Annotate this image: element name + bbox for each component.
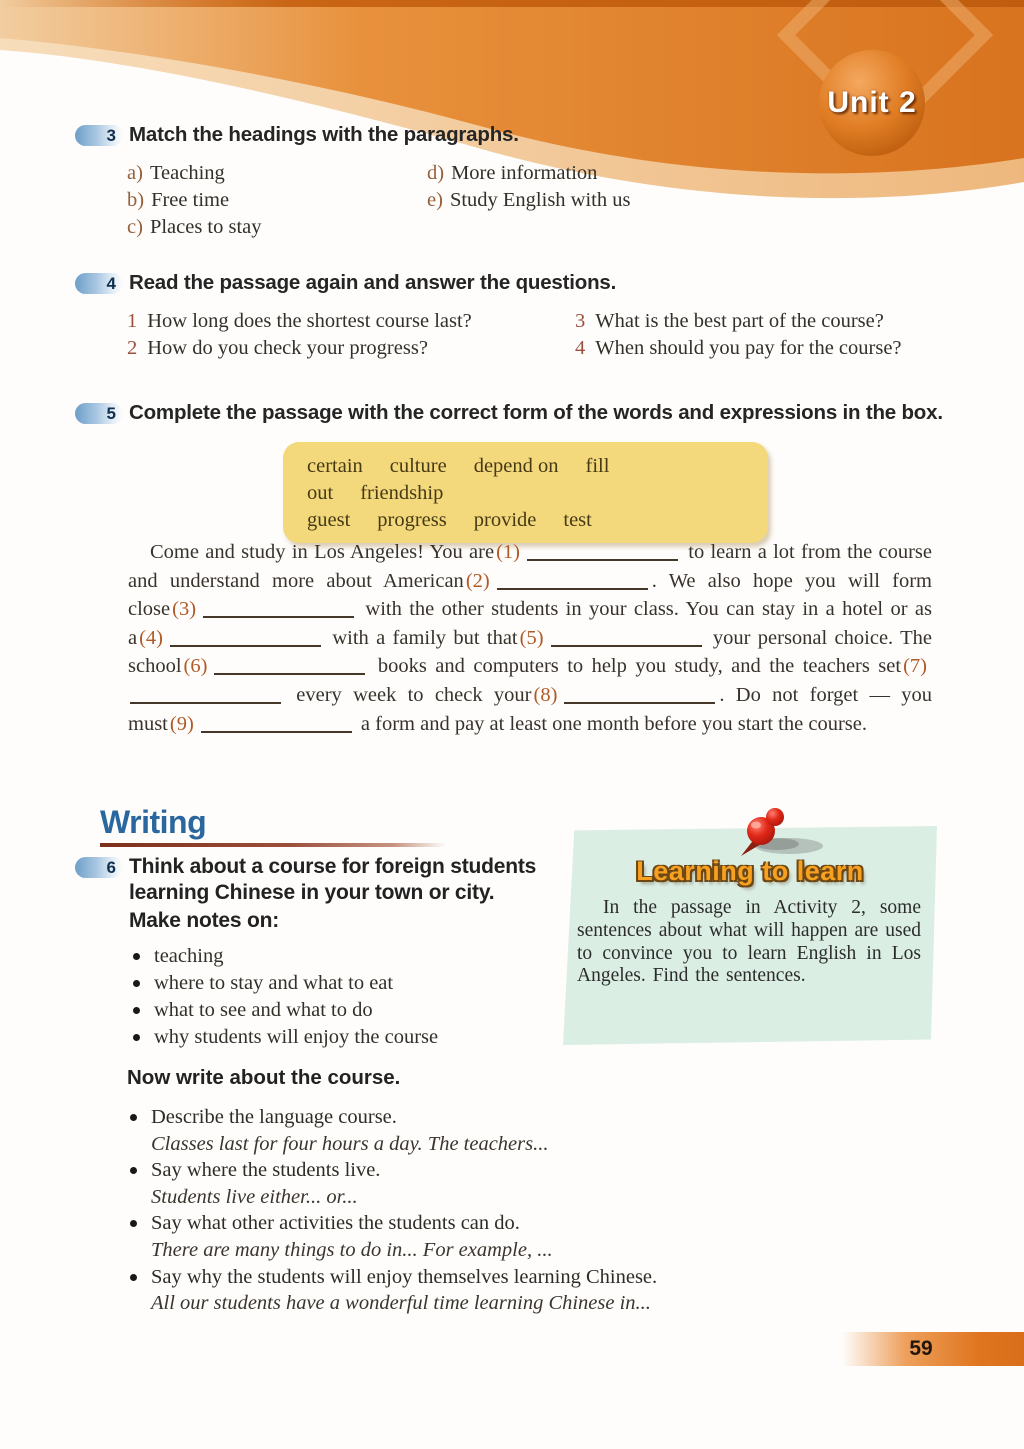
blank-number: (5) (519, 626, 544, 649)
blank-number: (3) (172, 598, 197, 621)
word-box (283, 442, 768, 543)
write-point-example: All our students have a wonderful time learning Chinese in... (151, 1292, 651, 1315)
word-box-row (307, 453, 768, 507)
option-text: Study English with us (449, 189, 631, 211)
option-letter: b) (127, 189, 145, 211)
activity-title: Complete the passage with the correct form of the words and expressions in the box. (129, 401, 943, 424)
answer-blank (497, 576, 648, 590)
notes-list (130, 943, 575, 1051)
question-text: How long does the shortest course last? (147, 310, 472, 332)
passage-text: . Do not forget — you must (128, 683, 932, 735)
activity-title: Think about a course for foreign students learning Chinese in your town or city. (129, 855, 537, 904)
page-number-bar (842, 1332, 1024, 1366)
answer-blank (201, 719, 352, 733)
section-title: Writing (100, 804, 207, 840)
word-box-word: guest (307, 509, 351, 531)
passage-text: books and computers to help you study, and the teachers set (369, 655, 902, 678)
write-point (128, 1157, 808, 1210)
learning-to-learn-title: Learning to learn (636, 856, 864, 886)
passage-text: . We also hope you will form close (128, 569, 932, 621)
answer-blank (170, 633, 321, 647)
heading-option (127, 214, 427, 241)
blank-number: (4) (139, 626, 164, 649)
passage-text: your personal choice. The school (128, 626, 932, 678)
activity-number: 3 (106, 125, 116, 145)
question (575, 335, 902, 362)
heading-option (427, 160, 630, 187)
heading-options-left (127, 160, 427, 241)
blank-number: (1) (496, 541, 520, 563)
activity-number: 4 (106, 273, 116, 293)
write-point-example: Classes last for four hours a day. The teachers... (151, 1132, 549, 1155)
option-letter: d) (427, 162, 445, 184)
activity-number: 6 (106, 857, 116, 877)
questions-right (575, 308, 902, 362)
activity-4-header (75, 270, 902, 296)
option-letter: a) (127, 162, 143, 184)
activity-5 (75, 400, 943, 543)
activity-title: Match the headings with the paragraphs. (129, 123, 519, 146)
option-text: Free time (151, 189, 230, 211)
activity-title-block (129, 854, 561, 934)
heading-option (127, 187, 427, 214)
question-text: What is the best part of the course? (595, 310, 884, 332)
word-box-word: provide (473, 509, 537, 531)
questions (127, 308, 902, 362)
write-point-instruction: Describe the language course. (128, 1104, 808, 1131)
write-point-instruction: Say why the students will enjoy themselves learning Chinese. (128, 1264, 808, 1291)
write-point (128, 1264, 808, 1317)
activity-subtitle: Make notes on: (129, 909, 280, 932)
word-box-word: culture (389, 455, 447, 477)
blank-number: (2) (465, 569, 490, 592)
question (127, 308, 575, 335)
word-box-word: test (563, 509, 592, 531)
word-box-word: friendship (360, 482, 444, 504)
option-letter: c) (127, 216, 143, 238)
note-bullet-item: teaching (130, 943, 575, 970)
note-bullet-item: where to stay and what to eat (130, 970, 575, 997)
activity-3 (75, 122, 630, 241)
write-point-instruction: Say what other activities the students can do. (128, 1210, 808, 1237)
heading-option (427, 187, 630, 214)
word-box-word: depend on (473, 455, 559, 477)
write-point (128, 1210, 808, 1263)
gap-passage (128, 538, 932, 738)
option-text: More information (451, 162, 598, 184)
write-point-example: Students live either... or... (151, 1185, 358, 1208)
activity-number-badge (75, 403, 123, 424)
passage-text: to learn a lot from the course and understand more about American (128, 541, 932, 592)
activity-number-badge (75, 857, 123, 878)
option-letter: e) (427, 189, 443, 211)
blank-number: (8) (533, 683, 558, 706)
question-text: When should you pay for the course? (595, 337, 902, 359)
activity-4 (75, 270, 902, 362)
option-text: Teaching (149, 162, 225, 184)
passage-text: every week to check your (285, 683, 532, 706)
blank-number: (6) (183, 655, 208, 678)
answer-blank (551, 633, 702, 647)
question-text: How do you check your progress? (147, 337, 428, 359)
question-number: 3 (575, 310, 586, 332)
page-number: 59 (909, 1337, 933, 1360)
word-box-word: progress (377, 509, 447, 531)
question (575, 308, 902, 335)
activity-title: Read the passage again and answer the questions. (129, 271, 617, 294)
write-point-instruction: Say where the students live. (128, 1157, 808, 1184)
answer-blank (203, 604, 354, 618)
activity-number: 5 (106, 403, 116, 423)
option-text: Places to stay (149, 216, 262, 238)
heading-option (127, 160, 427, 187)
answer-blank (564, 690, 715, 704)
blank-number: (7) (903, 655, 927, 678)
heading-options-right (427, 160, 630, 241)
activity-number-badge (75, 125, 123, 146)
passage-text: with the other students in your class. You can stay in a hotel or as a (128, 598, 932, 649)
write-points-list (128, 1104, 808, 1317)
activity-6-header (75, 854, 575, 934)
activity-5-header (75, 400, 943, 426)
section-rule (100, 843, 446, 847)
questions-left (127, 308, 575, 362)
answer-blank (214, 661, 365, 675)
question-number: 4 (575, 337, 586, 359)
blank-number: (9) (169, 712, 194, 735)
answer-blank (130, 690, 281, 704)
activity-6 (75, 854, 575, 1051)
note-bullet-item: why students will enjoy the course (130, 1024, 575, 1051)
heading-options (127, 160, 630, 241)
word-box-word: certain (307, 455, 363, 477)
note-bullet-item: what to see and what to do (130, 997, 575, 1024)
passage-text: with a family but that (325, 626, 518, 649)
activity-3-header (75, 122, 630, 148)
write-point-example: There are many things to do in... For example, ... (151, 1238, 553, 1261)
write-point (128, 1104, 808, 1157)
activity-number-badge (75, 273, 123, 294)
learning-to-learn-body: In the passage in Activity 2, some sentences about what will happen are used to convince you to learn English in Los Angeles. Find the sentences. (577, 897, 921, 987)
question-number: 1 (127, 310, 138, 332)
writing-section-header (100, 804, 446, 847)
question-number: 2 (127, 337, 138, 359)
word-box-word: fill out (307, 455, 610, 504)
unit-badge: Unit 2 (827, 86, 917, 119)
word-box-row (307, 507, 768, 534)
passage-text: Come and study in Los Angeles! You are (150, 541, 495, 563)
passage-text: a form and pay at least one month before you start the course. (355, 712, 867, 735)
answer-blank (527, 547, 678, 561)
question (127, 335, 575, 362)
now-write-heading: Now write about the course. (127, 1066, 401, 1089)
learning-to-learn-box (563, 826, 937, 1045)
